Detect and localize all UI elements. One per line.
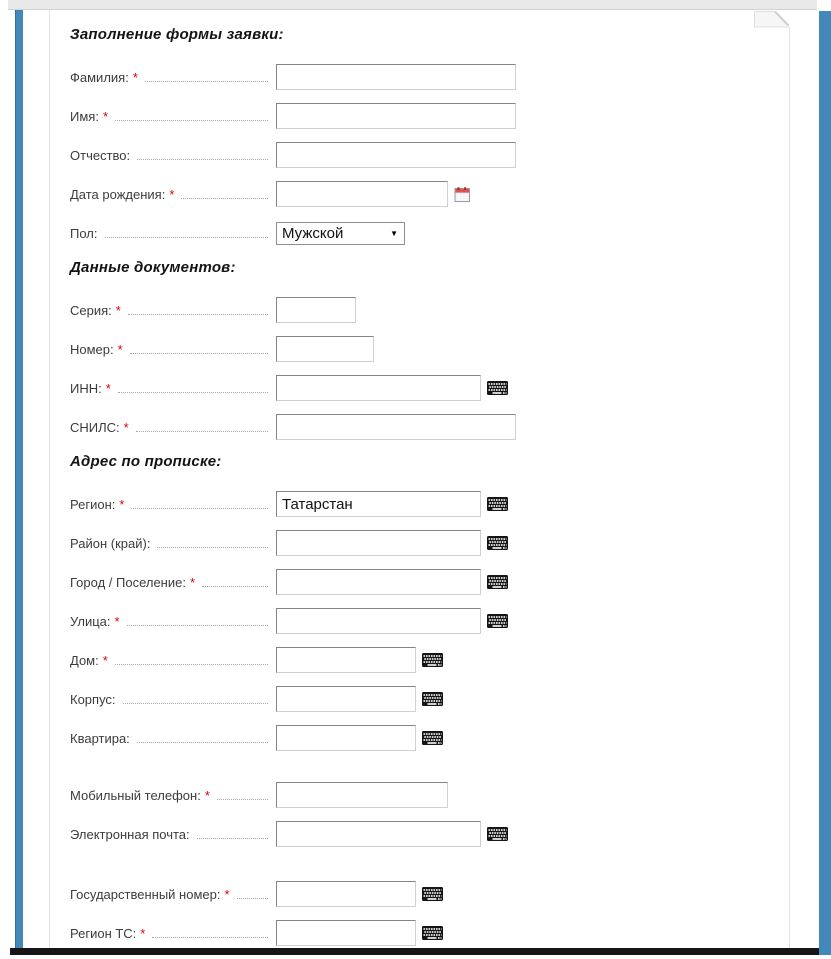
required-asterisk: *: [114, 613, 120, 629]
patronymic-label: Отчество:: [70, 147, 131, 163]
birthdate-input[interactable]: [276, 181, 448, 207]
gender-label: Пол:: [70, 225, 98, 241]
form-row-series: [70, 297, 789, 323]
form-row-apartment: [70, 725, 789, 751]
dotted-leader: [128, 313, 268, 315]
form-row-city: [70, 569, 789, 595]
region-input[interactable]: [276, 491, 481, 517]
dotted-leader: [127, 624, 268, 626]
form-row-number: [70, 336, 789, 362]
virtual-keyboard-icon[interactable]: [487, 614, 508, 628]
vehicle-region-label: Регион ТС:: [70, 925, 137, 941]
virtual-keyboard-icon[interactable]: [487, 497, 508, 511]
form-row-inn: [70, 375, 789, 401]
dotted-leader: [137, 158, 268, 160]
dotted-leader: [202, 585, 268, 587]
right-accent-bar: [819, 11, 831, 955]
form-row-mobile-phone: [70, 782, 789, 808]
birthdate-label-area: [70, 187, 276, 202]
form-row-vehicle-region: [70, 920, 789, 946]
region-label: Регион:: [70, 496, 116, 512]
required-asterisk: *: [132, 69, 138, 85]
firstname-label-area: [70, 109, 276, 124]
number-label: Номер:: [70, 341, 114, 357]
required-asterisk: *: [204, 787, 210, 803]
required-asterisk: *: [169, 186, 175, 202]
district-label-area: [70, 536, 276, 551]
patronymic-input[interactable]: [276, 142, 516, 168]
dotted-leader: [136, 430, 268, 432]
house-label-area: [70, 653, 276, 668]
required-asterisk: *: [123, 419, 129, 435]
virtual-keyboard-icon[interactable]: [487, 381, 508, 395]
required-asterisk: *: [102, 652, 108, 668]
gender-label-area: [70, 226, 276, 241]
snils-label-area: [70, 420, 276, 435]
street-input[interactable]: [276, 608, 481, 634]
snils-label: СНИЛС:: [70, 419, 120, 435]
series-label: Серия:: [70, 302, 112, 318]
form-row-surname: [70, 64, 789, 90]
application-form: [50, 10, 789, 959]
required-asterisk: *: [119, 496, 125, 512]
dotted-leader: [118, 391, 268, 393]
street-label-area: [70, 614, 276, 629]
city-input[interactable]: [276, 569, 481, 595]
mobile-phone-input[interactable]: [276, 782, 448, 808]
state-number-input[interactable]: [276, 881, 416, 907]
surname-label-area: [70, 70, 276, 85]
dotted-leader: [137, 741, 268, 743]
required-asterisk: *: [224, 886, 230, 902]
firstname-input[interactable]: [276, 103, 516, 129]
virtual-keyboard-icon[interactable]: [422, 887, 443, 901]
apartment-input[interactable]: [276, 725, 416, 751]
number-input[interactable]: [276, 336, 374, 362]
number-label-area: [70, 342, 276, 357]
virtual-keyboard-icon[interactable]: [422, 692, 443, 706]
surname-label: Фамилия:: [70, 69, 129, 85]
state-number-label: Государственный номер:: [70, 886, 221, 902]
inn-input[interactable]: [276, 375, 481, 401]
form-spacer: [70, 860, 789, 881]
calendar-icon[interactable]: [454, 186, 471, 203]
dotted-leader: [145, 80, 268, 82]
snils-input[interactable]: [276, 414, 516, 440]
form-row-street: [70, 608, 789, 634]
district-label: Район (край):: [70, 535, 151, 551]
city-label: Город / Поселение:: [70, 574, 186, 590]
dotted-leader: [181, 197, 268, 199]
dotted-leader: [123, 702, 268, 704]
dotted-leader: [105, 236, 269, 238]
required-asterisk: *: [115, 302, 121, 318]
bottom-window-bar: [10, 948, 819, 955]
inn-label-area: [70, 381, 276, 396]
required-asterisk: *: [117, 341, 123, 357]
virtual-keyboard-icon[interactable]: [422, 926, 443, 940]
surname-input[interactable]: [276, 64, 516, 90]
required-asterisk: *: [140, 925, 146, 941]
state-number-label-area: [70, 887, 276, 902]
virtual-keyboard-icon[interactable]: [487, 536, 508, 550]
virtual-keyboard-icon[interactable]: [487, 575, 508, 589]
form-row-region: [70, 491, 789, 517]
page-right-border: [789, 27, 790, 948]
section-title: Адрес по прописке:: [70, 453, 222, 470]
dotted-leader: [131, 507, 268, 509]
email-label-area: [70, 827, 276, 842]
left-accent-bar: [15, 10, 23, 948]
street-label: Улица:: [70, 613, 111, 629]
virtual-keyboard-icon[interactable]: [422, 653, 443, 667]
patronymic-label-area: [70, 148, 276, 163]
form-row-building: [70, 686, 789, 712]
form-row-firstname: [70, 103, 789, 129]
series-label-area: [70, 303, 276, 318]
required-asterisk: *: [189, 574, 196, 590]
dotted-leader: [157, 546, 268, 548]
dotted-leader: [217, 798, 268, 800]
form-row-gender: [70, 220, 789, 246]
dotted-leader: [115, 663, 268, 665]
house-input[interactable]: [276, 647, 416, 673]
form-row-patronymic: [70, 142, 789, 168]
virtual-keyboard-icon[interactable]: [487, 827, 508, 841]
firstname-label: Имя:: [70, 108, 99, 124]
house-label: Дом:: [70, 652, 99, 668]
dotted-leader: [115, 119, 268, 121]
section-title: Данные документов:: [70, 259, 236, 276]
mobile-phone-label: Мобильный телефон:: [70, 787, 201, 803]
dotted-leader: [237, 897, 268, 899]
building-input[interactable]: [276, 686, 416, 712]
region-label-area: [70, 497, 276, 512]
required-asterisk: *: [105, 380, 111, 396]
virtual-keyboard-icon[interactable]: [422, 731, 443, 745]
chevron-down-icon: ▼: [390, 228, 398, 238]
gender-select[interactable]: [276, 222, 405, 245]
building-label-area: [70, 692, 276, 707]
form-row-house: [70, 647, 789, 673]
top-window-bar: [8, 0, 817, 10]
apartment-label-area: [70, 731, 276, 746]
email-label: Электронная почта:: [70, 826, 190, 842]
vehicle-region-input[interactable]: [276, 920, 416, 946]
form-row-snils: [70, 414, 789, 440]
form-row-email: [70, 821, 789, 847]
required-asterisk: *: [102, 108, 108, 124]
building-label: Корпус:: [70, 691, 116, 707]
form-spacer: [70, 764, 789, 782]
dotted-leader: [197, 837, 268, 839]
mobile-phone-label-area: [70, 788, 276, 803]
birthdate-label: Дата рождения:: [70, 186, 166, 202]
series-input[interactable]: [276, 297, 356, 323]
district-input[interactable]: [276, 530, 481, 556]
dotted-leader: [152, 936, 268, 938]
form-row-district: [70, 530, 789, 556]
apartment-label: Квартира:: [70, 730, 130, 746]
city-label-area: [70, 575, 276, 590]
email-input[interactable]: [276, 821, 481, 847]
inn-label: ИНН:: [70, 380, 102, 396]
vehicle-region-label-area: [70, 926, 276, 941]
form-row-birthdate: [70, 181, 789, 207]
section-title: Заполнение формы заявки:: [70, 26, 284, 43]
dotted-leader: [130, 352, 268, 354]
form-row-state-number: [70, 881, 789, 907]
gender-selected-value: Мужской: [282, 224, 344, 242]
